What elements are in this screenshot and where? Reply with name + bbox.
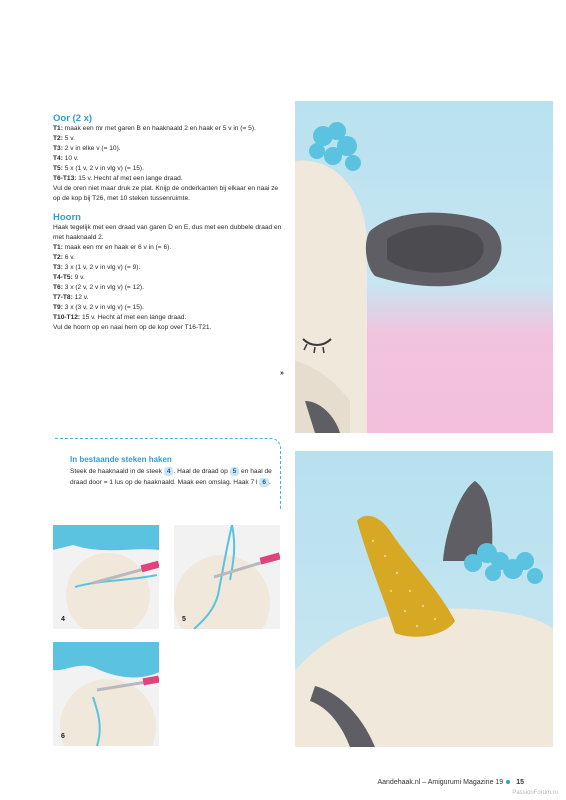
ear-line: T6-T13: 15 v. Hecht af met een lange draad. xyxy=(53,175,183,182)
horn-line: T10-T12: 15 v. Hecht af met een lange draad. xyxy=(53,314,187,321)
ear-line: T5: 5 x (1 v, 2 v in vlg v) (= 15). xyxy=(53,165,144,172)
ear-section xyxy=(53,113,285,204)
tip-text: Steek de haaknaald in de steek 4 . Haal de draad op 5 en haal de draad door = 1 lus op de haaknaald. Maak een omslag. Haak 7 l 6 . xyxy=(70,468,272,486)
step-photo-6 xyxy=(53,642,159,746)
ear-line: T2: 5 v. xyxy=(53,135,75,142)
horn-photo-illustration xyxy=(295,451,553,747)
step-badge: 5 xyxy=(230,467,240,476)
bullet-icon xyxy=(506,780,510,784)
ear-photo xyxy=(295,101,553,433)
continue-arrow-icon: » xyxy=(280,370,284,377)
step-photo-5 xyxy=(174,525,280,629)
step-6-illustration xyxy=(53,642,159,746)
horn-line: T4-T5: 9 v. xyxy=(53,274,85,281)
horn-heading: Hoorn xyxy=(53,212,81,223)
horn-photo xyxy=(295,451,553,747)
horn-intro: Haak tegelijk met een draad van garen D en E, dus met een dubbele draad en met haaknaald 2. xyxy=(53,224,282,241)
horn-line: T6: 3 x (2 v, 2 v in vlg v) (= 12). xyxy=(53,284,144,291)
ear-line: T1: maak een mr met garen B en haaknaald 2 en haak er 5 v in (= 5). xyxy=(53,125,256,132)
page-number: 15 xyxy=(516,779,524,786)
tip-title: In bestaande steken haken xyxy=(70,455,172,464)
ear-heading: Oor (2 x) xyxy=(53,113,93,124)
ear-line: T3: 2 v in elke v (= 10). xyxy=(53,145,121,152)
horn-line: T3: 3 x (1 v, 2 v in vlg v) (= 9). xyxy=(53,264,141,271)
pattern-column xyxy=(53,113,285,341)
ear-line: T4: 10 v. xyxy=(53,155,79,162)
step-badge: 4 xyxy=(164,467,174,476)
step-photo-4 xyxy=(53,525,159,629)
horn-line: T2: 6 v. xyxy=(53,254,75,261)
watermark: PassionForum.ru xyxy=(512,790,558,796)
tip-box xyxy=(70,455,280,488)
footer-magazine: Amigurumi Magazine 19 xyxy=(427,779,504,786)
horn-note: Vul de hoorn op en naai hem op de kop over T16-T21. xyxy=(53,324,212,331)
step-number: 6 xyxy=(61,733,65,740)
page-footer xyxy=(377,779,524,786)
horn-section xyxy=(53,212,285,333)
horn-line: T9: 3 x (3 v, 2 v in vlg v) (= 15). xyxy=(53,304,144,311)
step-number: 5 xyxy=(182,616,186,623)
ear-photo-illustration xyxy=(295,101,553,433)
footer-separator: – xyxy=(422,779,427,786)
step-5-illustration xyxy=(174,525,280,629)
horn-line: T1: maak een mr en haak er 6 v in (= 6). xyxy=(53,244,172,251)
step-badge: 6 xyxy=(259,478,269,487)
ear-note: Vul de oren niet maar druk ze plat. Knijp de onderkanten bij elkaar en naai ze op de kop bij T26, met 10 steken tussenruimte. xyxy=(53,185,279,202)
step-number: 4 xyxy=(61,616,65,623)
step-4-illustration xyxy=(53,525,159,629)
horn-line: T7-T8: 12 v. xyxy=(53,294,89,301)
footer-site: Aandehaak.nl xyxy=(377,779,421,786)
